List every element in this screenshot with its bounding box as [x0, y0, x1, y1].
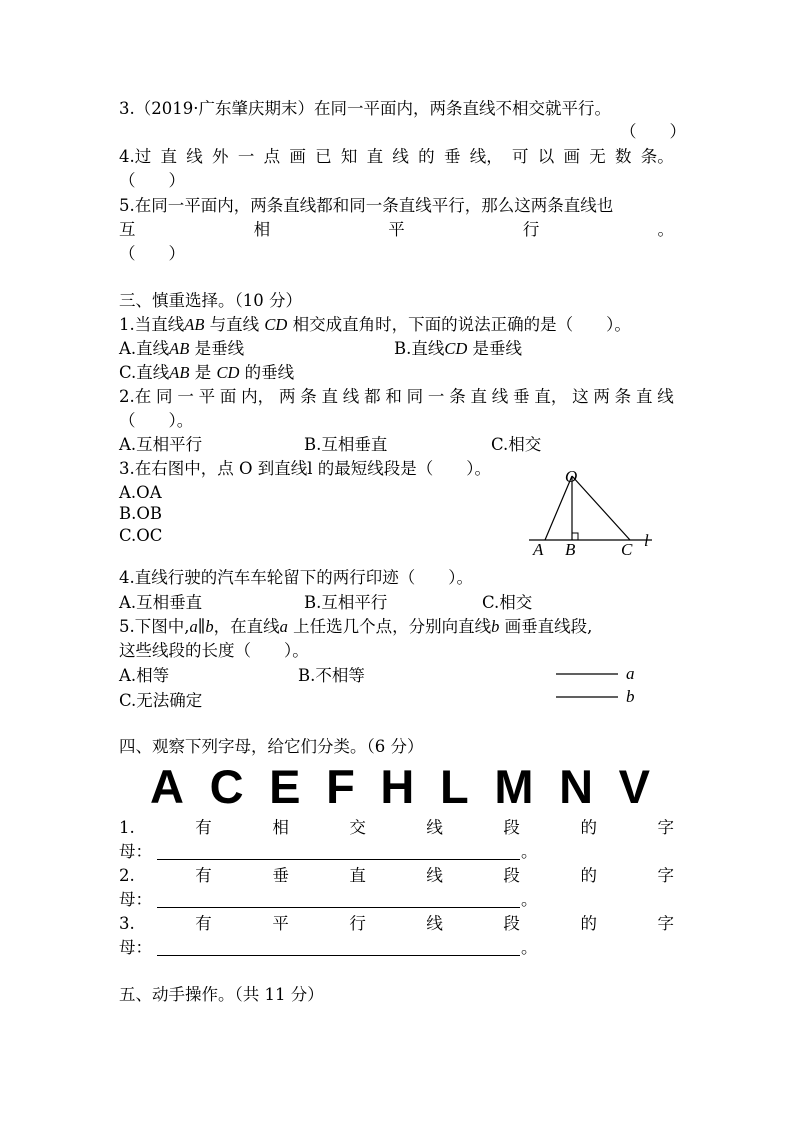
- classify-item-3-tail: 母：: [119, 938, 152, 957]
- s3-q2-paren: （ ）。: [119, 411, 194, 430]
- label-o: O: [565, 467, 578, 486]
- right-angle-mark: [572, 533, 578, 540]
- classify-item-2-label: 2. 有 垂 直 线 段 的 字: [119, 866, 674, 885]
- s3-q1-option-c: C.直线AB 是 CD 的垂线: [119, 363, 295, 382]
- classify-item-1-tail: 母：: [119, 842, 152, 861]
- s3-q2-stem: 2.在 同 一 平 面 内， 两 条 直 线 都 和 同 一 条 直 线 垂 直， 这 两 条 直 线: [119, 387, 674, 406]
- classify-item-3-end: 。: [521, 938, 538, 957]
- section4-title: 四、观察下列字母，给它们分类。（6 分）: [119, 737, 424, 756]
- letter: A: [150, 760, 184, 813]
- s3-q1-stem: 1.当直线AB 与直线 CD 相交成直角时，下面的说法正确的是（ ）。: [119, 315, 631, 334]
- s3-q4-option-c: C.相交: [482, 593, 533, 612]
- letter: M: [494, 760, 534, 813]
- parallel-lines-figure: [550, 660, 650, 710]
- s3-q2-option-a: A.互相平行: [119, 435, 203, 454]
- answer-blank-1[interactable]: [157, 859, 520, 860]
- letter: L: [439, 760, 469, 813]
- judge-q5-paren: （ ）: [119, 244, 185, 263]
- s3-q5-option-a: A.相等: [119, 666, 170, 685]
- s3-q3-option-b: B.OB: [119, 504, 163, 523]
- classify-item-1-label: 1. 有 相 交 线 段 的 字: [119, 818, 674, 837]
- judge-q4-paren: （ ）: [119, 171, 185, 190]
- judge-q4: 4.过 直 线 外 一 点 画 已 知 直 线 的 垂 线， 可 以 画 无 数 条。: [119, 147, 674, 166]
- section3-title: 三、慎重选择。（10 分）: [119, 291, 302, 310]
- s3-q5-option-b: B.不相等: [298, 666, 365, 685]
- s3-q4-stem: 4.直线行驶的汽车车轮留下的两行印迹（ ）。: [119, 568, 473, 587]
- s3-q4-option-a: A.互相垂直: [119, 593, 203, 612]
- classify-item-2-tail: 母：: [119, 890, 152, 909]
- triangle-figure: [520, 462, 670, 562]
- judge-q5-line2: 互 相 平 行 。: [119, 220, 674, 239]
- answer-blank-3[interactable]: [157, 955, 520, 956]
- s3-q3-option-a: A.OA: [119, 483, 162, 502]
- label-a: a: [626, 664, 635, 683]
- answer-blank-2[interactable]: [157, 907, 520, 908]
- s3-q3-option-c: C.OC: [119, 526, 163, 545]
- judge-q3: 3.（2019·广东肇庆期末）在同一平面内，两条直线不相交就平行。: [119, 99, 611, 118]
- section5-title: 五、动手操作。（共 11 分）: [119, 985, 324, 1004]
- s3-q5-option-c: C.无法确定: [119, 691, 203, 710]
- label-a: A: [533, 540, 544, 559]
- s3-q1-option-b: B.直线CD 是垂线: [394, 339, 523, 358]
- letter: C: [209, 760, 244, 813]
- classify-item-1-end: 。: [521, 842, 538, 861]
- label-c: C: [621, 540, 633, 559]
- s3-q5-stem: 5.下图中,a∥b，在直线a 上任选几个点，分别向直线b 画垂直线段,: [119, 617, 593, 636]
- letters-row: [150, 762, 650, 812]
- judge-q5-line1: 5.在同一平面内，两条直线都和同一条直线平行，那么这两条直线也: [119, 196, 614, 215]
- letter: E: [269, 760, 301, 813]
- s3-q2-option-b: B.互相垂直: [304, 435, 388, 454]
- letter: H: [380, 760, 415, 813]
- label-b: b: [626, 687, 635, 706]
- judge-q3-paren: （ ）: [620, 122, 686, 141]
- s3-q1-option-a: A.直线AB 是垂线: [119, 339, 245, 358]
- label-b: B: [565, 540, 576, 559]
- letter: F: [326, 760, 355, 813]
- s3-q4-option-b: B.互相平行: [304, 593, 388, 612]
- segment-oc: [572, 476, 630, 540]
- s3-q2-option-c: C.相交: [491, 435, 542, 454]
- label-l: l: [644, 531, 649, 550]
- s3-q5-line2: 这些线段的长度（ ）。: [119, 641, 309, 660]
- classify-item-3-label: 3. 有 平 行 线 段 的 字: [119, 914, 674, 933]
- s3-q3-stem: 3.在右图中，点 O 到直线l 的最短线段是（ ）。: [119, 459, 492, 478]
- classify-item-2-end: 。: [521, 890, 538, 909]
- letter: N: [559, 760, 594, 813]
- letter: V: [618, 760, 650, 813]
